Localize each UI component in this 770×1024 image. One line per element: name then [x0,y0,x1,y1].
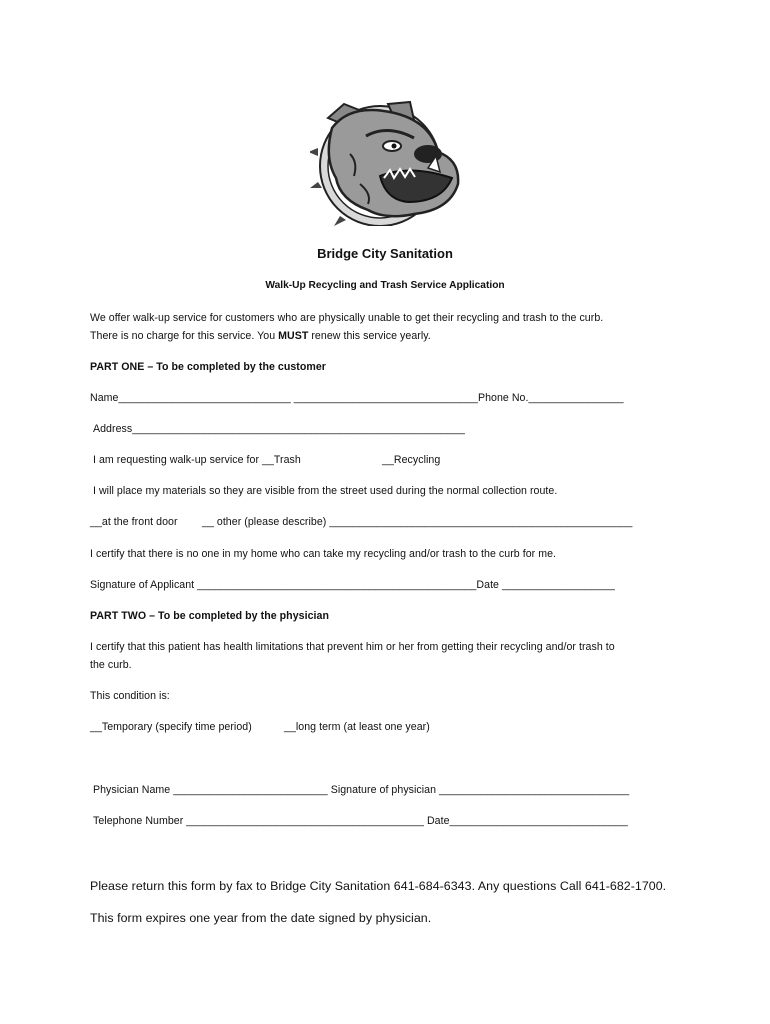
part-two-heading: PART TWO – To be completed by the physician [90,610,329,622]
intro-line-2 [90,329,431,343]
part-one-heading: PART ONE – To be completed by the customer [90,361,326,373]
bulldog-logo [310,98,465,226]
expiration-notice: This form expires one year from the date signed by physician. [90,911,432,925]
intro-line-2-end: renew this service yearly. [308,330,431,342]
other-location-field[interactable]: __ other (please describe) ___________________________________________________ [202,516,633,528]
physician-name-signature-field[interactable]: Physician Name __________________________ Signature of physician ________________________________ [93,784,630,796]
physician-certification-2: the curb. [90,659,132,671]
customer-certification: I certify that there is no one in my home who can take my recycling and/or trash to the curb for me. [90,548,557,560]
address-field[interactable]: Address________________________________________________________ [93,423,465,435]
company-title: Bridge City Sanitation [317,246,453,261]
must-emphasis: MUST [278,330,309,342]
request-trash-option[interactable]: I am requesting walk-up service for __Trash [93,454,301,466]
telephone-date-field[interactable]: Telephone Number ________________________________________ Date______________________________ [93,815,628,827]
physician-certification-1: I certify that this patient has health limitations that prevent him or her from getting their recycling and/or trash to [90,641,615,653]
front-door-option[interactable]: __at the front door [90,516,178,528]
condition-label: This condition is: [90,690,170,702]
visibility-statement: I will place my materials so they are visible from the street used during the normal collection route. [93,485,558,497]
recycling-option[interactable]: __Recycling [382,454,441,466]
temporary-option[interactable]: __Temporary (specify time period) [90,721,252,733]
applicant-signature-field[interactable]: Signature of Applicant _______________________________________________Date ___________________ [90,579,615,591]
name-phone-field[interactable]: Name_____________________________ _______________________________Phone No.________________ [90,392,624,404]
long-term-option[interactable]: __long term (at least one year) [284,721,430,733]
return-instructions: Please return this form by fax to Bridge City Sanitation 641-684-6343. Any questions Call 641-682-1700. [90,879,667,893]
form-title: Walk-Up Recycling and Trash Service Application [265,280,505,291]
intro-line-1: We offer walk-up service for customers who are physically unable to get their recycling and trash to the curb. [90,312,604,324]
intro-line-2-text: There is no charge for this service. You [90,330,279,342]
